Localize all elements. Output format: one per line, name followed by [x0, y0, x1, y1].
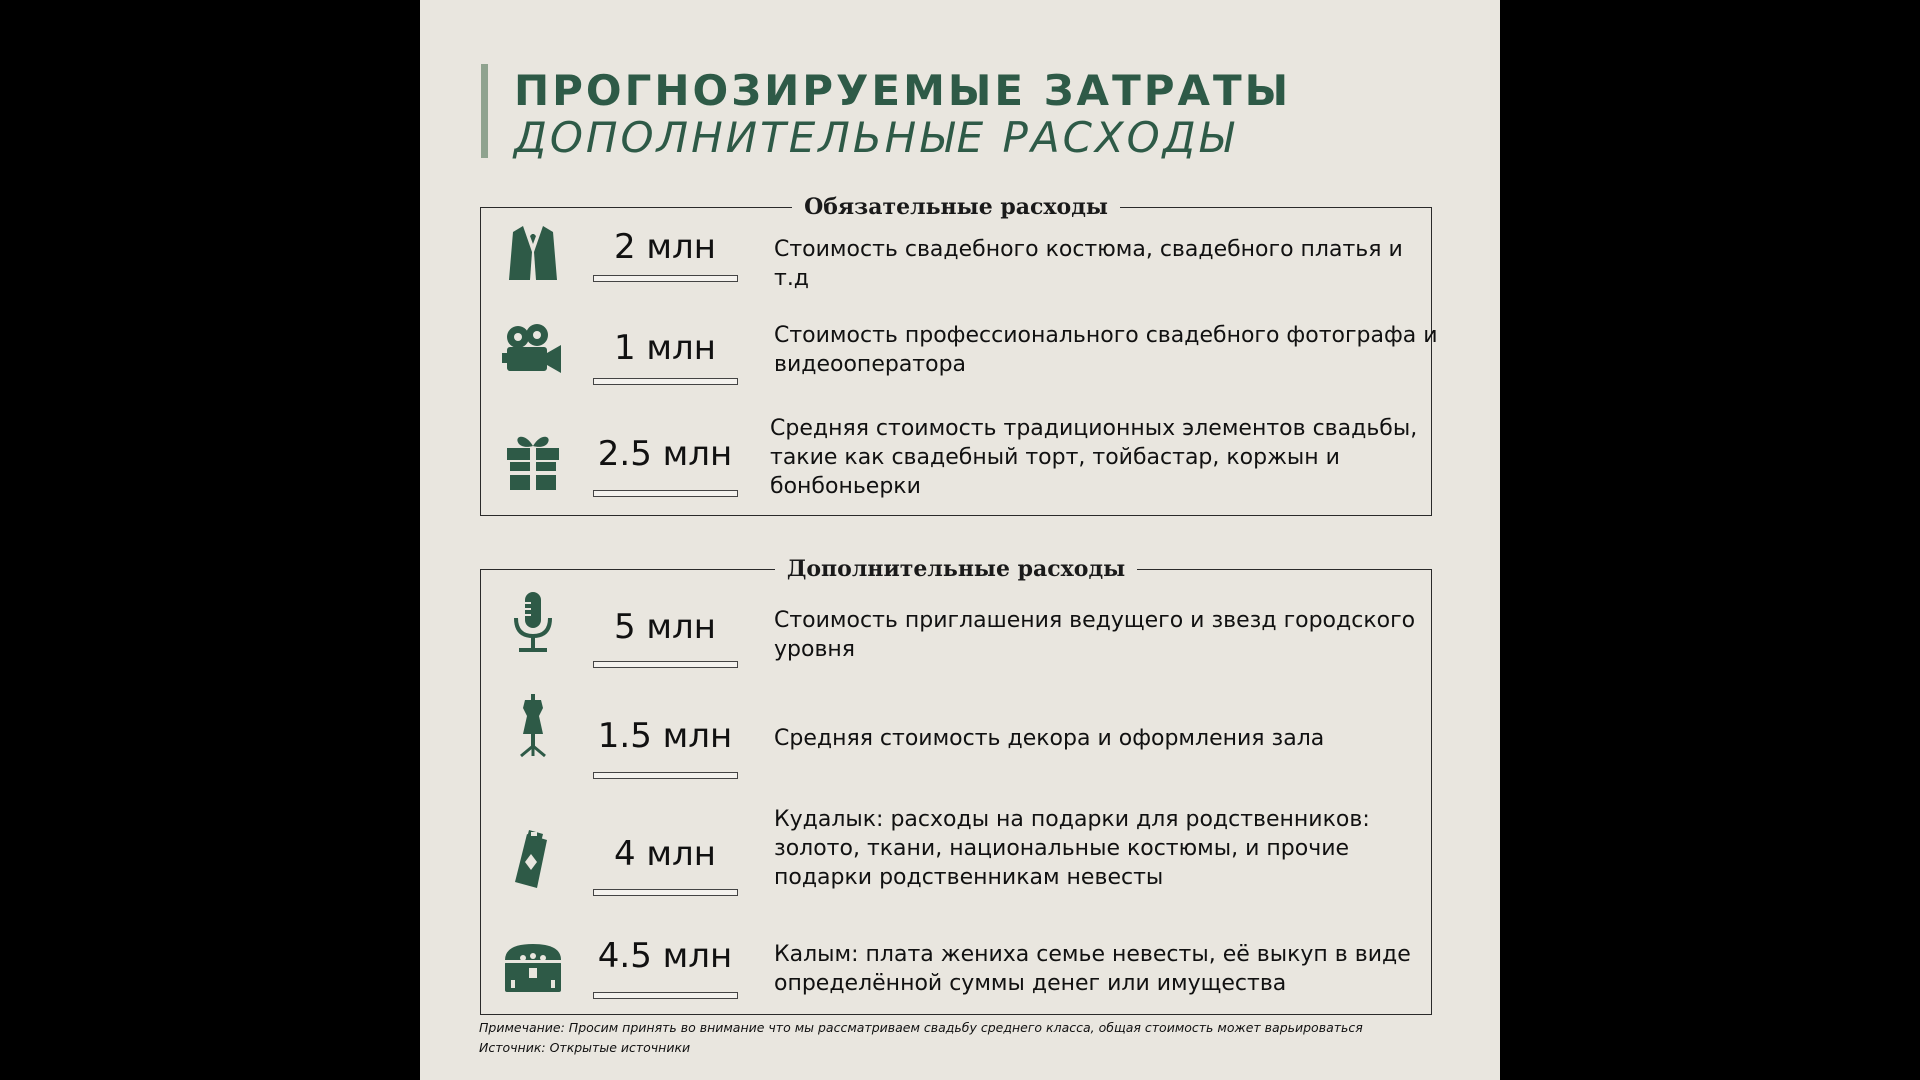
- mannequin-icon: [501, 694, 565, 758]
- amount-bar: [593, 275, 738, 282]
- amount: 1 млн: [613, 328, 717, 368]
- description: Калым: плата жениха семье невесты, её выкуп в виде определённой суммы денег или имущества: [774, 942, 1411, 996]
- infographic-panel: [420, 0, 1500, 1080]
- title-line-2: ДОПОЛНИТЕЛЬНЫЕ РАСХОДЫ: [514, 113, 1236, 162]
- section-title: Обязательные расходы: [792, 194, 1120, 220]
- amount-bar: [593, 661, 738, 668]
- amount: 1.5 млн: [597, 716, 733, 756]
- section-mandatory: [480, 194, 1438, 516]
- title-accent-bar: [481, 64, 488, 158]
- amount: 4.5 млн: [597, 936, 733, 976]
- microphone-icon: [501, 590, 565, 654]
- footer-source: Источник: Открытые источники: [479, 1040, 691, 1055]
- amount: 5 млн: [613, 607, 717, 647]
- description: Средняя стоимость традиционных элементов свадьбы, такие как свадебный торт, тойбастар, коржын и бонбоньерки: [770, 416, 1418, 499]
- amount-bar: [593, 772, 738, 779]
- description: Стоимость свадебного костюма, свадебного платья и т.д: [774, 237, 1403, 291]
- amount-bar: [593, 378, 738, 385]
- description: Стоимость приглашения ведущего и звезд городского уровня: [774, 608, 1416, 662]
- amount: 4 млн: [613, 834, 717, 874]
- gift-icon: [501, 430, 565, 494]
- amount: 2 млн: [613, 227, 717, 267]
- title-line-1: ПРОГНОЗИРУЕМЫЕ ЗАТРАТЫ: [514, 66, 1292, 115]
- section-title: Дополнительные расходы: [775, 556, 1137, 582]
- video-camera-icon: [501, 321, 565, 385]
- description: Кудалык: расходы на подарки для родственников: золото, ткани, национальные костюмы, и прочие подарки родственникам невесты: [774, 807, 1370, 890]
- description: Средняя стоимость декора и оформления зала: [774, 726, 1325, 751]
- treasure-chest-icon: [501, 936, 565, 1000]
- amount-bar: [593, 490, 738, 497]
- amount-bar: [593, 992, 738, 999]
- amount: 2.5 млн: [597, 434, 733, 474]
- description: Стоимость профессионального свадебного фотографа и видеооператора: [774, 323, 1438, 377]
- amount-bar: [593, 889, 738, 896]
- fabric-roll-icon: [501, 828, 565, 892]
- footer-note: Примечание: Просим принять во внимание что мы рассматриваем свадьбу среднего класса, общая стоимость может варьироваться: [479, 1020, 1363, 1035]
- section-additional: [480, 556, 1432, 1015]
- suit-icon: [501, 222, 565, 286]
